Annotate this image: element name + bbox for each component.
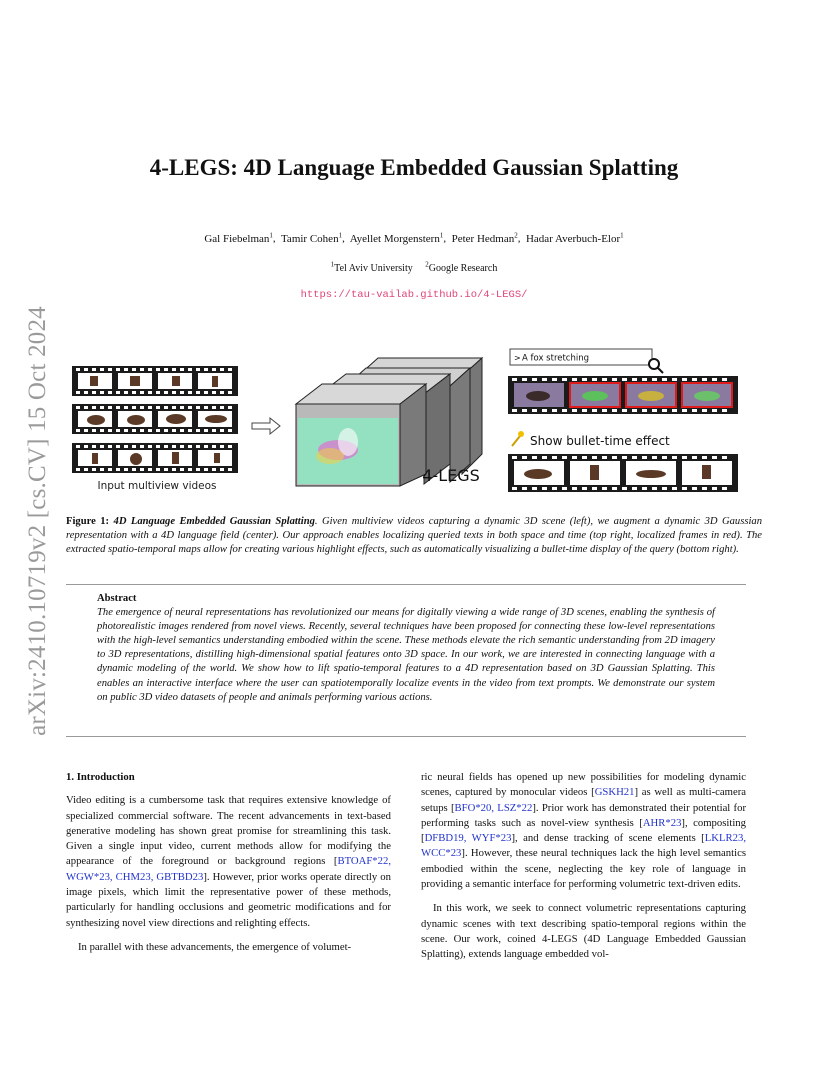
project-url-link[interactable]: https://tau-vailab.github.io/4-LEGS/: [300, 289, 528, 301]
abstract: [97, 592, 715, 705]
figure-caption: [66, 515, 762, 557]
affiliation: $^2$Google Research: [425, 261, 498, 275]
localized-frames-strip: [508, 376, 738, 414]
paper-title: 4-LEGS: 4D Language Embedded Gaussian Splatting: [149, 155, 679, 180]
section-heading: 1. Introduction: [66, 771, 135, 783]
author: Peter Hedman$^2$: [451, 231, 518, 245]
svg-text:>: >: [514, 353, 521, 363]
paragraph: In parallel with these advancements, the emergence of volumet-: [78, 940, 352, 953]
input-videos-label: Input multiview videos: [97, 480, 217, 492]
input-video-strip: [72, 404, 238, 434]
left-column: [66, 770, 391, 964]
citation-link[interactable]: AHR*23: [642, 816, 682, 829]
caption-text: . Given multiview videos capturing a dynamic 3D scene (left), we augment a dynamic 3D Gaussian representation with a 4D language field (center). Our approach enables localizing queried texts in both space and time (top right, localized frames in red). The extracted spatio-temporal maps allow for creating various highlight effects, such as automatically visualizing a bullet-time display of the query (bottom right).: [66, 516, 762, 555]
citation-link[interactable]: DFBD19, WYF*23: [424, 832, 512, 845]
author: Hadar Averbuch-Elor$^1$: [525, 231, 624, 245]
arxiv-stamp: arXiv:2410.10719v2 [cs.CV] 15 Oct 2024: [24, 306, 51, 736]
citation-link[interactable]: LKLR23, WCC*23: [421, 832, 746, 860]
figure-label: Figure 1:: [66, 516, 110, 527]
teaser-figure: [62, 346, 762, 506]
input-video-strip: [72, 366, 238, 396]
figure-title: 4D Language Embedded Gaussian Splatting: [113, 516, 315, 527]
affiliation: $^1$Tel Aviv University: [330, 261, 413, 275]
citation-link[interactable]: BFO*20, LSZ*22: [454, 801, 533, 814]
author: Tamir Cohen$^1$: [280, 231, 343, 245]
abstract-heading: Abstract: [97, 593, 137, 604]
wand-icon: [512, 431, 524, 446]
divider: [66, 736, 746, 737]
author: Gal Fiebelman$^1$: [204, 231, 273, 245]
query-text-box: [510, 349, 652, 365]
arrow-right-icon: [252, 418, 280, 434]
paragraph: In this work, we seek to connect volumetric representations capturing dynamic scenes with text describing spatio-temporal regions within the scene. Our work, coined 4-LEGS (4D Language Embedded Gaussian Splatting), extends language embedded vol-: [421, 902, 746, 961]
affiliations: [0, 261, 828, 274]
input-video-strip: [72, 443, 238, 473]
right-column: [421, 770, 746, 972]
citation-link[interactable]: GSKH21: [594, 786, 635, 799]
author: Ayellet Morgenstern$^1$: [349, 231, 444, 245]
divider: [66, 584, 746, 585]
model-label: 4-LEGS: [422, 466, 480, 485]
citation-link[interactable]: BTOAF*22, WGW*23, CHM23, GBTBD23: [66, 855, 391, 883]
author-list: Gal Fiebelman$^1$, Tamir Cohen$^1$, Ayellet Morgenstern$^1$, Peter Hedman$^2$, Hadar Averbuch-Elor$^1$: [204, 231, 624, 245]
bullet-time-label: Show bullet-time effect: [530, 434, 670, 448]
paragraph: Video editing is a cumbersome task that requires extensive knowledge of specialized commercial software. The recent advancements in text-based generative modeling has shown great promise for streamlining this task. Given a single input video, current methods allow for modifying the appearance of the foreground or background regions [BTOAF*22, WGW*23, CHM23, GBTBD23]. However, prior works operate directly on image pixels, which limit the representative power of these methods, particularly for handling occlusions and geometric modifications and for synthesizing novel view directions and relighting effects.: [66, 794, 391, 929]
paragraph: ric neural fields has opened up new possibilities for modeling dynamic scenes, captured by monocular videos [GSKH21] as well as multi-camera setups [BFO*20, LSZ*22]. Prior work has demonstrated their potential for performing tasks such as novel-view synthesis [AHR*23], compositing [DFBD19, WYF*23], and dense tracking of scene elements [LKLR23, WCC*23]. However, these neural techniques lack the high level semantics embodied within the scene, neglecting the key role of language in providing a semantic interface for performing volumetric text-driven edits.: [421, 771, 747, 891]
magnifier-icon: [649, 359, 663, 373]
abstract-text: The emergence of neural representations has revolutionized our means for digitally viewing a wide range of 3D scenes, enabling the synthesis of photorealistic images rendered from novel views. Recently, several techniques have been proposed for connecting these low-level representations with the high-level semantics understanding embodied within the scene. These methods elevate the rich semantic understanding from 2D imagery to 3D representations, distilling high-dimensional spatial features onto 3D space. In our work, we are interested in connecting language with a dynamic modeling of the world. We show how to lift spatio-temporal features to a 4D representation based on 3D Gaussian Splatting. This enables an interactive interface where the user can spatiotemporally localize events in the video from text prompts. We demonstrate our system on public 3D video datasets of people and animals performing various actions.: [97, 607, 715, 703]
bullet-time-strip: [508, 454, 738, 492]
query-text: A fox stretching: [522, 353, 590, 364]
